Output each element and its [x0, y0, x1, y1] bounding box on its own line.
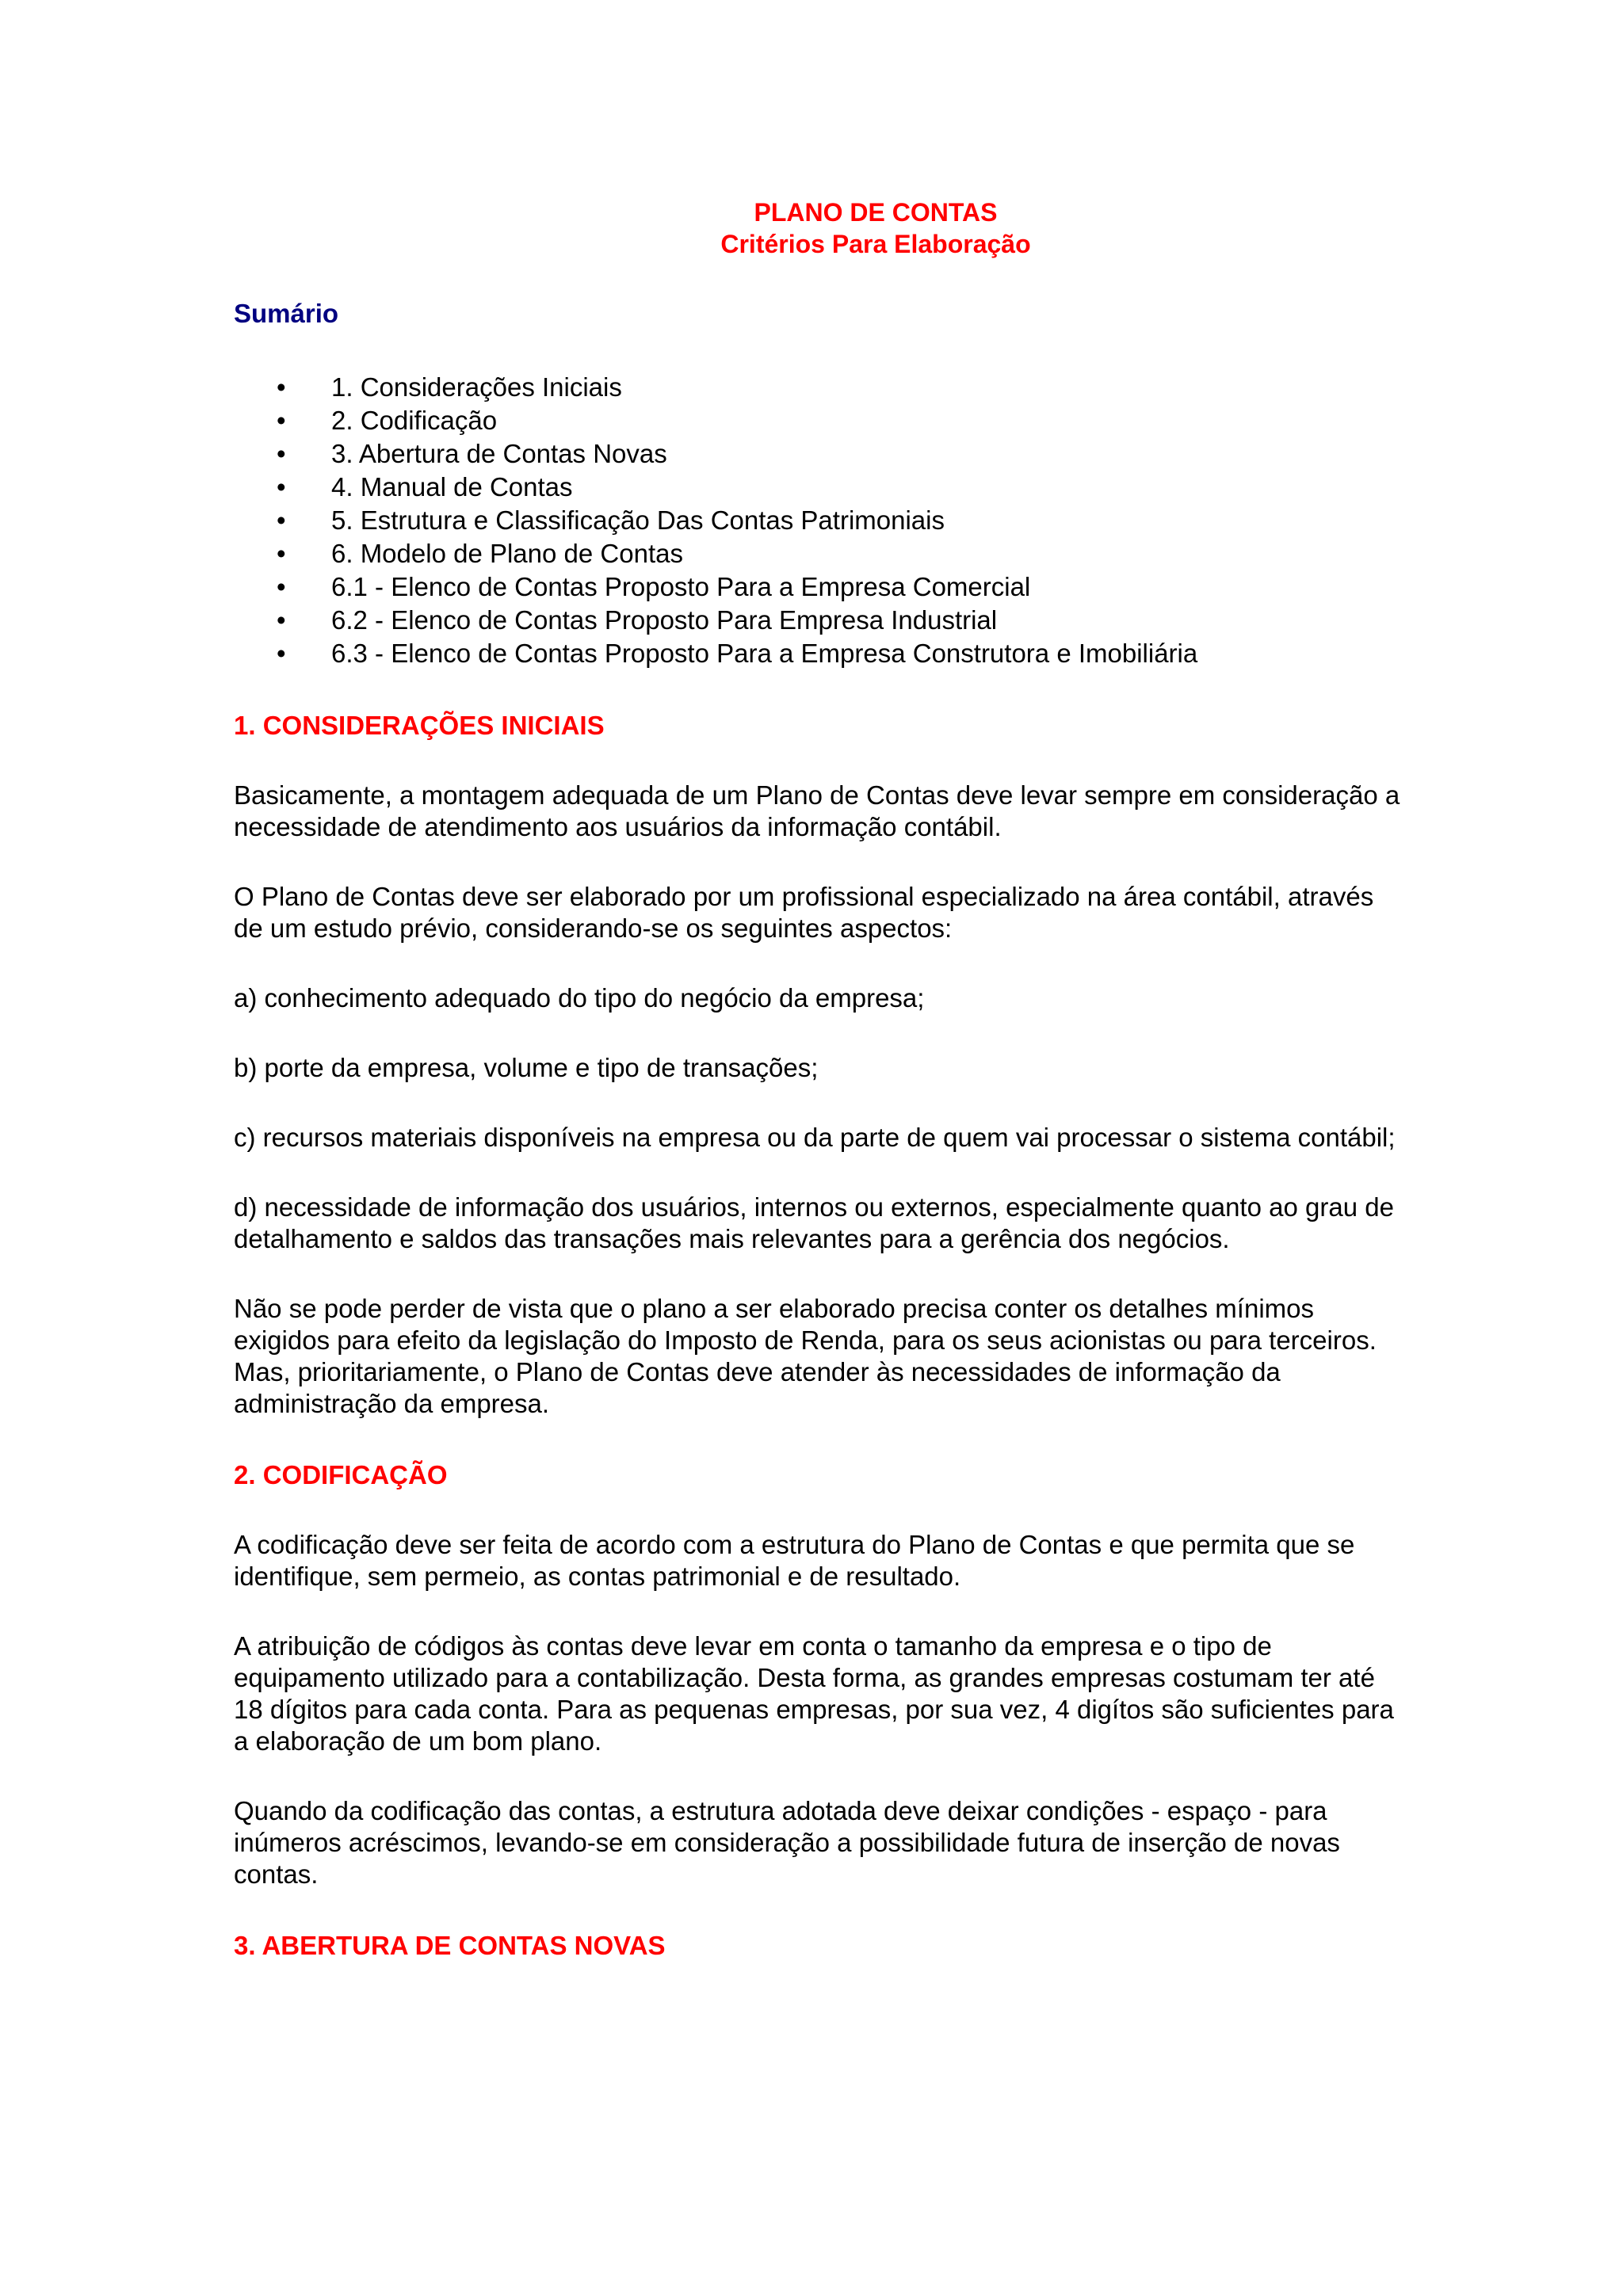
- bullet-icon: •: [277, 572, 286, 601]
- section-3-heading: 3. ABERTURA DE CONTAS NOVAS: [234, 1931, 666, 1960]
- section-2-paragraph-1: A codificação deve ser feita de acordo com a estrutura do Plano de Contas e que permita que se identifique, sem permeio, as contas patrimonial e de resultado.: [234, 1530, 1355, 1591]
- toc-item-6-2: [234, 604, 1407, 637]
- bullet-icon: •: [277, 605, 286, 635]
- toc-item-label: 1. Considerações Iniciais: [331, 372, 622, 402]
- toc-item-5: [234, 504, 1407, 537]
- title-line-2: Critérios Para Elaboração: [720, 230, 1031, 258]
- toc-item-label: 5. Estrutura e Classificação Das Contas Patrimoniais: [331, 505, 945, 535]
- bullet-icon: •: [277, 406, 286, 435]
- section-1-paragraph-2: O Plano de Contas deve ser elaborado por um profissional especializado na área contábil, através de um estudo prévio, considerando-se os seguintes aspectos:: [234, 882, 1374, 943]
- toc-item-4: [234, 471, 1407, 504]
- section-1-item-d: d) necessidade de informação dos usuários, internos ou externos, especialmente quanto ao grau de detalhamento e saldos das transações mais relevantes para a gerência dos negócios.: [234, 1192, 1394, 1253]
- document-title: [234, 196, 1407, 260]
- bullet-icon: •: [277, 372, 286, 402]
- section-2-paragraph-3: Quando da codificação das contas, a estrutura adotada deve deixar condições - espaço - para inúmeros acréscimos, levando-se em consideração a possibilidade futura de inserção de novas contas.: [234, 1796, 1340, 1889]
- toc-item-label: 6.3 - Elenco de Contas Proposto Para a Empresa Construtora e Imobiliária: [331, 639, 1198, 668]
- toc-item-6-3: [234, 637, 1407, 670]
- summary-heading: Sumário: [234, 299, 339, 328]
- toc-item-6-1: [234, 570, 1407, 604]
- toc-item-label: 6. Modelo de Plano de Contas: [331, 539, 683, 568]
- toc-item-label: 3. Abertura de Contas Novas: [331, 439, 667, 468]
- section-1-paragraph-closing: Não se pode perder de vista que o plano a ser elaborado precisa conter os detalhes mínimos exigidos para efeito da legislação do Imposto de Renda, para os seus acionistas ou para terceiros. Mas, prioritariamente, o Plano de Contas deve atender às necessidades de informação da administração da empresa.: [234, 1294, 1377, 1418]
- toc-item-1: [234, 371, 1407, 404]
- toc-item-label: 6.1 - Elenco de Contas Proposto Para a Empresa Comercial: [331, 572, 1031, 601]
- section-1-heading: 1. CONSIDERAÇÕES INICIAIS: [234, 711, 605, 740]
- section-1-item-b: b) porte da empresa, volume e tipo de transações;: [234, 1053, 819, 1082]
- bullet-icon: •: [277, 505, 286, 535]
- table-of-contents: [234, 371, 1407, 670]
- toc-item-6: [234, 537, 1407, 570]
- section-1-item-c: c) recursos materiais disponíveis na empresa ou da parte de quem vai processar o sistema contábil;: [234, 1123, 1396, 1152]
- toc-item-2: [234, 404, 1407, 437]
- bullet-icon: •: [277, 639, 286, 668]
- toc-item-label: 6.2 - Elenco de Contas Proposto Para Empresa Industrial: [331, 605, 998, 635]
- bullet-icon: •: [277, 539, 286, 568]
- bullet-icon: •: [277, 472, 286, 502]
- section-2-paragraph-2: A atribuição de códigos às contas deve levar em conta o tamanho da empresa e o tipo de equipamento utilizado para a contabilização. Desta forma, as grandes empresas costumam ter até 18 dígitos para cada conta. Para as pequenas empresas, por sua vez, 4 digítos são suficientes para a elaboração de um bom plano.: [234, 1631, 1394, 1756]
- section-1-item-a: a) conhecimento adequado do tipo do negócio da empresa;: [234, 983, 925, 1013]
- document-page: [234, 196, 1407, 1962]
- bullet-icon: •: [277, 439, 286, 468]
- toc-item-label: 2. Codificação: [331, 406, 498, 435]
- section-1-paragraph-1: Basicamente, a montagem adequada de um Plano de Contas deve levar sempre em consideração a necessidade de atendimento aos usuários da informação contábil.: [234, 780, 1400, 841]
- toc-item-label: 4. Manual de Contas: [331, 472, 573, 502]
- toc-item-3: [234, 437, 1407, 471]
- section-2-heading: 2. CODIFICAÇÃO: [234, 1460, 448, 1489]
- title-line-1: PLANO DE CONTAS: [754, 198, 998, 227]
